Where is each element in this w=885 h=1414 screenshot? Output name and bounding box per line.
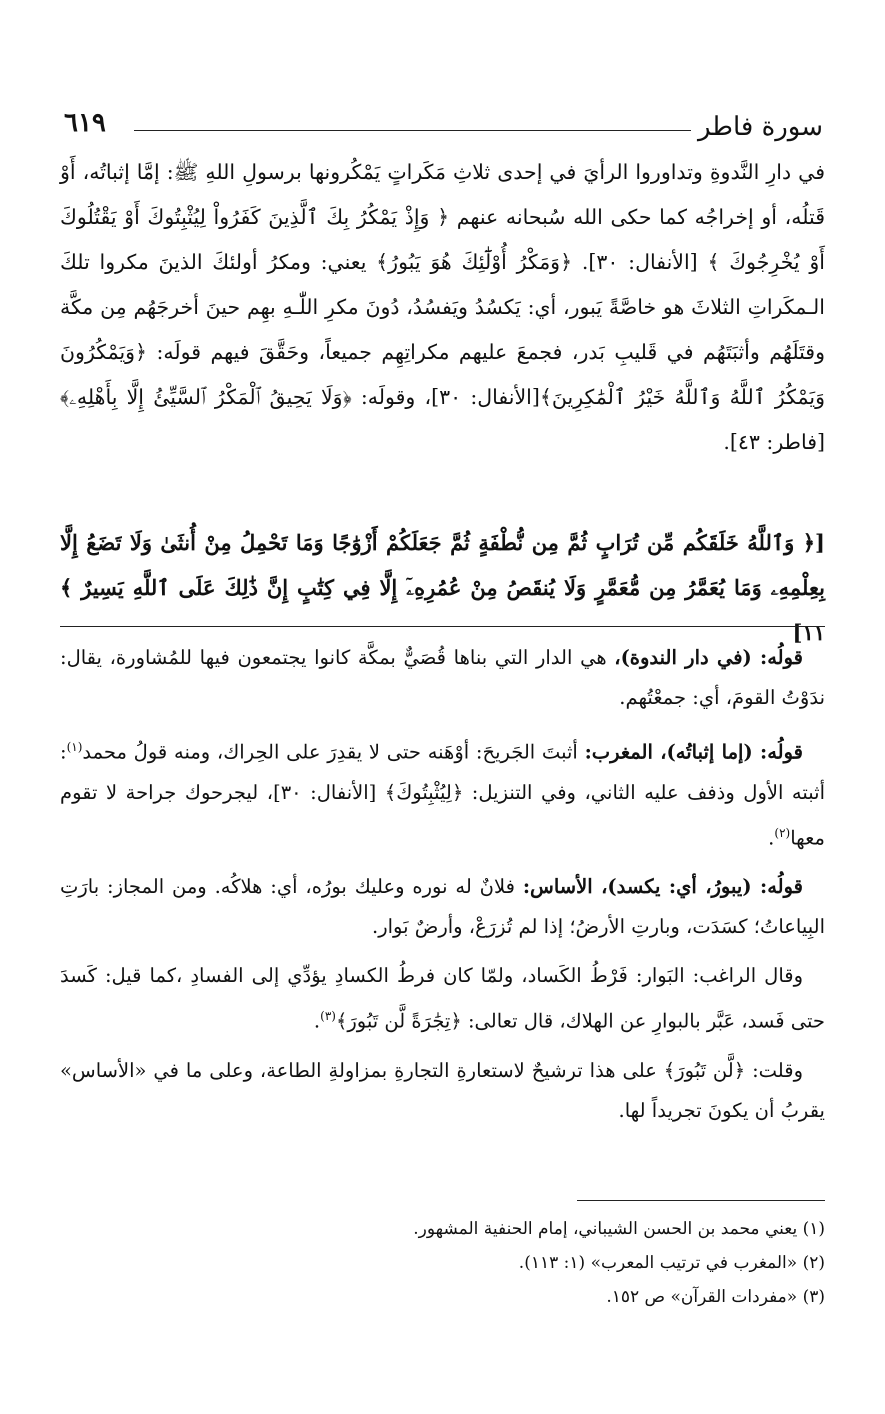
footnote-marker[interactable]: (٣) — [320, 1009, 336, 1023]
commentary-text: : أثبته الأول وذفف عليه الثاني، وفي التنزيل: ﴿لِيُثْبِتُوكَ﴾ [الأنفال: ٣٠]، ليجرحوك جراحة لا تقوم معها — [60, 740, 825, 849]
commentary-paragraph — [60, 1051, 825, 1131]
surah-title: سورة فاطر — [697, 112, 823, 142]
commentary-heading: قولُه: (يبورُ، أي: يكسد)، الأساس: — [522, 875, 803, 898]
quran-verse: [﴿ وَٱللَّهُ خَلَقَكُم مِّن تُرَابٍ ثُمَّ مِن نُّطْفَةٍ ثُمَّ جَعَلَكُمْ أَزْوَٰجًا وَمَا تَحْمِلُ مِنْ أُنثَىٰ وَلَا تَضَعُ إِلَّا بِعِلْمِهِۦ وَمَا يُعَمَّرُ مِن مُّعَمَّرٍ وَلَا يُنقَصُ مِنْ عُمُرِهِۦٓ إِلَّا فِي كِتَٰبٍ إِنَّ ذَٰلِكَ عَلَى ٱللَّهِ يَسِيرٌ ﴾ ١١] — [60, 530, 825, 645]
commentary-paragraph — [60, 727, 825, 858]
commentary-text: أثبتَ الجَريحَ: أوْهَنه حتى لا يقدِرَ على الحِراك، ومنه قولُ محمد — [82, 740, 585, 764]
footnote: (١) يعني محمد بن الحسن الشيباني، إمام الحنفية المشهور. — [413, 1219, 825, 1239]
footnote: (٣) «مفردات القرآن» ص ١٥٢. — [606, 1287, 825, 1307]
commentary-paragraph — [60, 867, 825, 947]
commentary-text: وقلت: ﴿لَّن تَبُورَ﴾ على هذا ترشيحٌ لاستعارةِ التجارةِ بمزاولةِ الطاعة، وعلى ما في «الأساس» يقربُ أن يكونَ تجريداً لها. — [60, 1058, 825, 1122]
footnote-marker[interactable]: (١) — [66, 740, 83, 754]
footnote-rule — [577, 1200, 825, 1201]
commentary-heading: قولُه: (في دار الندوة)، — [614, 646, 803, 669]
commentary-text: فلانٌ له نوره وعليك بورُه، أي: هلاكُه. ومن المجاز: بارَتِ البِياعاتُ؛ كسَدَت، وبارتِ الأرضُ؛ إذا لم تُزرَعْ، وأرضٌ بَوار. — [60, 875, 825, 938]
footnote: (٢) «المغرب في ترتيب المعرب» (١: ١١٣). — [518, 1253, 825, 1273]
commentary-heading: قولُه: (إما إثباتُه)، المغرب: — [584, 740, 803, 764]
commentary-text: . — [313, 1009, 321, 1033]
header-rule — [134, 130, 691, 131]
quran-verse-block — [60, 520, 825, 655]
commentary-divider — [60, 626, 825, 627]
commentary-text: هي الدار التي بناها قُصَيٌّ بمكَّة كانوا يجتمعون فيها للمُشاورة، يقال: ندَوْتُ القومَ، أي: جمعْتُهم. — [60, 646, 825, 709]
footnotes — [60, 1212, 825, 1314]
main-paragraph: في دارِ النَّدوةِ وتداوروا الرأيَ في إحدى ثلاثِ مَكَراتٍ يَمْكُرونها برسولِ اللهِ ﷺ: إمَّا إثباتُه، أَوْ قَتلُه، أو إخراجُه كما حكى الله سُبحانه عنهم ﴿ وَإِذْ يَمْكُرُ بِكَ ٱلَّذِينَ كَفَرُواْ لِيُثْبِتُوكَ أَوْ يَقْتُلُوكَ أَوْ يُخْرِجُوكَ ﴾ [الأنفال: ٣٠]. ﴿وَمَكْرُ أُوْلَٰٓئِكَ هُوَ يَبُورُ﴾ يعني: ومكرُ أولئكَ الذينَ مكروا تلكَ الـمكَراتِ الثلاثَ هو خاصَّةً يَبور، أي: يَكسُدُ ويَفسُدُ، دُونَ مكرِ اللّٰـهِ بهِم حينَ أخرجَهُم مِن مكَّة وقتَلَهُم وأثبَتَهُم في قَليبِ بَدر، فجمعَ عليهم مكراتِهِم جميعاً، وحَقَّقَ فيهم قولَه: ﴿وَيَمْكُرُونَ وَيَمْكُرُ ٱللَّهُ وَٱللَّهُ خَيْرُ ٱلْمَٰكِرِينَ﴾[الأنفال: ٣٠]، وقولَه: ﴿وَلَا يَحِيقُ ٱلْمَكْرُ ٱلسَّيِّئُ إِلَّا بِأَهْلِهِۦ﴾ [فاطر: ٤٣]. — [60, 160, 825, 454]
page-header — [64, 104, 823, 144]
page-number: ٦١٩ — [64, 108, 106, 138]
footnote-marker[interactable]: (٢) — [774, 825, 791, 840]
commentary-text: وقال الراغب: البَوار: فَرْطُ الكَساد، ولمّا كان فرطُ الكسادِ يؤدِّي إلى الفسادِ ،كما قيل: كَسدَ حتى فَسد، عَبَّر بالبوارِ عن الهلاك، قال تعالى: ﴿تِجَٰرَةً لَّن تَبُورَ﴾ — [60, 964, 825, 1033]
commentary-section — [60, 638, 825, 1140]
commentary-text: . — [768, 826, 775, 849]
main-text — [60, 150, 825, 465]
commentary-paragraph — [60, 956, 825, 1042]
commentary-paragraph — [60, 638, 825, 718]
